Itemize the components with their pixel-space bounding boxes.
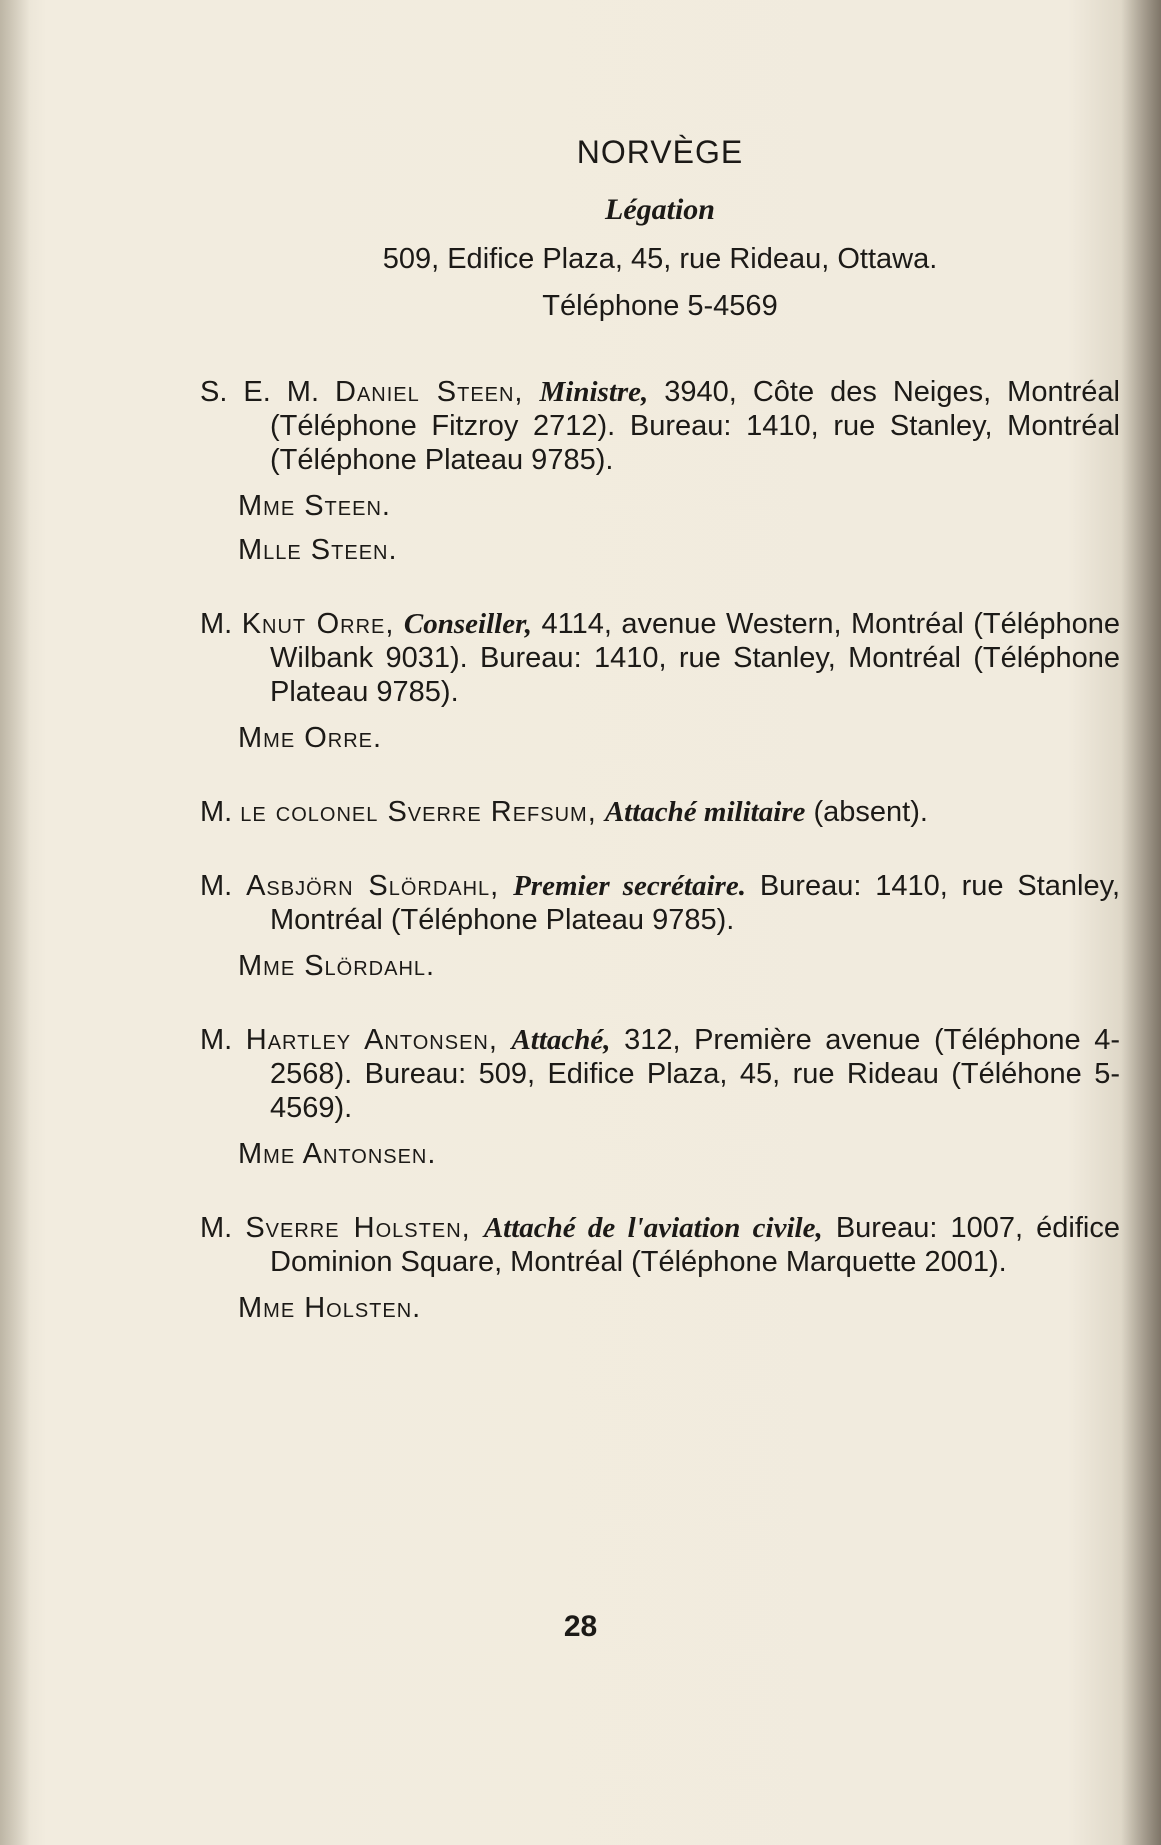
page-edge-shadow [1121, 0, 1161, 1845]
spouse-line: Mme Holsten. [238, 1292, 422, 1324]
entry-details: 312, Première avenue (Téléphone 4-2568). Bureau: 509, Edifice Plaza, 45, rue Rideau (Téléhone 5-4569). [270, 1024, 1120, 1124]
entry-prefix: M. [200, 796, 233, 828]
entry-role: Attaché militaire [604, 796, 806, 828]
entry-details: Bureau: 1410, rue Stanley, Montréal (Téléphone Plateau 9785). [270, 870, 1120, 936]
entry-prefix: M. [200, 870, 233, 902]
entry-name: Hartley Antonsen, [245, 1024, 498, 1056]
entry-name: Sverre Holsten, [245, 1212, 471, 1244]
legation-address: 509, Edifice Plaza, 45, rue Rideau, Ottawa. [382, 243, 938, 275]
entry-name: Daniel Steen, [335, 376, 524, 408]
entry-role: Attaché de l'aviation civile, [483, 1212, 823, 1244]
entry-details: 3940, Côte des Neiges, Montréal (Téléphone Fitzroy 2712). Bureau: 1410, rue Stanley, Montréal (Téléphone Plateau 9785). [270, 376, 1120, 476]
entry-prefix: M. [200, 1212, 233, 1244]
spouse-line: Mme Antonsen. [238, 1138, 437, 1170]
spouse-line: Mme Slördahl. [238, 950, 436, 982]
spouse-line: Mlle Steen. [238, 534, 398, 566]
diplomat-entry [200, 607, 1120, 709]
diplomat-entry [200, 795, 1120, 829]
entry-name: Asbjörn Slördahl, [246, 870, 500, 902]
spouse-line: Mme Orre. [238, 722, 383, 754]
entry-prefix: M. [200, 1024, 233, 1056]
legation-phone: Téléphone 5-4569 [542, 290, 778, 322]
entry-role: Attaché, [511, 1024, 611, 1056]
page-number: 28 [563, 1610, 598, 1643]
entry-role: Conseiller, [403, 608, 533, 640]
diplomat-entry [200, 375, 1120, 477]
entry-details: (absent). [813, 796, 928, 828]
page-content [200, 120, 1120, 1325]
spouse-line: Mme Steen. [238, 490, 391, 522]
entry-prefix: S. E. M. [200, 376, 320, 408]
entry-role: Premier secrétaire. [513, 870, 746, 902]
diplomat-entry [200, 869, 1120, 937]
entry-details: 4114, avenue Western, Montréal (Téléphone Wilbank 9031). Bureau: 1410, rue Stanley, Montréal (Téléphone Plateau 9785). [270, 608, 1120, 708]
country-heading: NORVÈGE [576, 134, 744, 170]
entry-name: Knut Orre, [241, 608, 395, 640]
diplomat-entry [200, 1211, 1120, 1279]
diplomat-entry [200, 1023, 1120, 1125]
entry-name: le colonel Sverre Refsum, [240, 796, 597, 828]
legation-subtitle: Légation [605, 193, 715, 226]
gutter-shadow [0, 0, 30, 1845]
entry-details: Bureau: 1007, édifice Dominion Square, Montréal (Téléphone Marquette 2001). [270, 1212, 1120, 1278]
entry-role: Ministre, [539, 376, 649, 408]
entry-prefix: M. [200, 608, 233, 640]
